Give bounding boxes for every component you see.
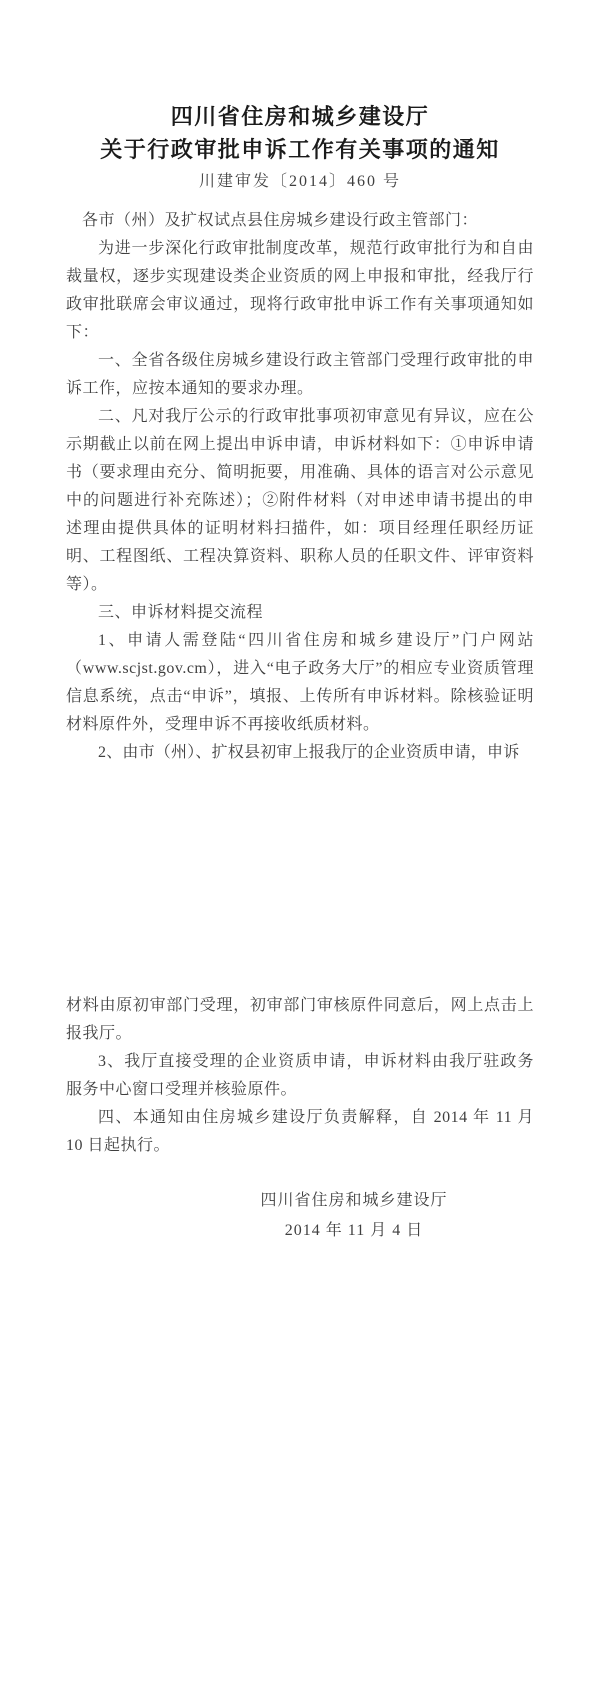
para-step-3: 3、我厅直接受理的企业资质申请，申诉材料由我厅驻政务服务中心窗口受理并核验原件。 [66,1053,534,1098]
para-intro: 为进一步深化行政审批制度改革，规范行政审批行为和自由裁量权，逐步实现建设类企业资质的网上申报和审批，经我厅行政审批联席会审议通过，现将行政审批申诉工作有关事项通知如下： [66,240,534,341]
para-item-2: 二、凡对我厅公示的行政审批事项初审意见有异议，应在公示期截止以前在网上提出申诉申请，申诉材料如下：①申诉申请书（要求理由充分、简明扼要，用准确、具体的语言对公示意见中的问题进行补充陈述）；②附件材料（对申述申请书提出的申述理由提供具体的证明材料扫描件，如：项目经理任职经历证明、工程图纸、工程决算资料、职称人员的任职文件、评审资料等）。 [66,408,534,593]
para-step-2-part-2: 材料由原初审部门受理，初审部门审核原件同意后，网上点击上报我厅。 [66,997,534,1042]
document-number: 川建审发〔2014〕460 号 [198,173,401,190]
document-title-line-2: 关于行政审批申诉工作有关事项的通知 [100,137,500,162]
signature-block [168,1186,540,1246]
salutation: 各市（州）及扩权试点县住房城乡建设行政主管部门： [82,212,479,229]
page-break-gap [66,767,534,992]
para-step-1: 1、申请人需登陆“四川省住房和城乡建设厅”门户网站（www.scjst.gov.cm），进入“电子政务大厅”的相应专业资质管理信息系统，点击“申诉”，填报、上传所有申诉材料。除核验证明材料原件外，受理申诉不再接收纸质材料。 [66,632,534,733]
signature-date: 2014 年 11 月 4 日 [284,1222,424,1239]
signature-org: 四川省住房和城乡建设厅 [260,1192,448,1209]
para-item-1: 一、全省各级住房城乡建设行政主管部门受理行政审批的申诉工作，应按本通知的要求办理。 [66,352,534,397]
document-title-line-1: 四川省住房和城乡建设厅 [170,104,430,129]
document-body [66,207,534,1160]
para-item-4: 四、本通知由住房城乡建设厅负责解释，自 2014 年 11 月 10 日起执行。 [66,1109,534,1154]
para-section-3-heading: 三、申诉材料提交流程 [98,604,264,621]
para-step-2-part-1: 2、由市（州）、扩权县初审上报我厅的企业资质申请，申诉 [98,744,520,761]
